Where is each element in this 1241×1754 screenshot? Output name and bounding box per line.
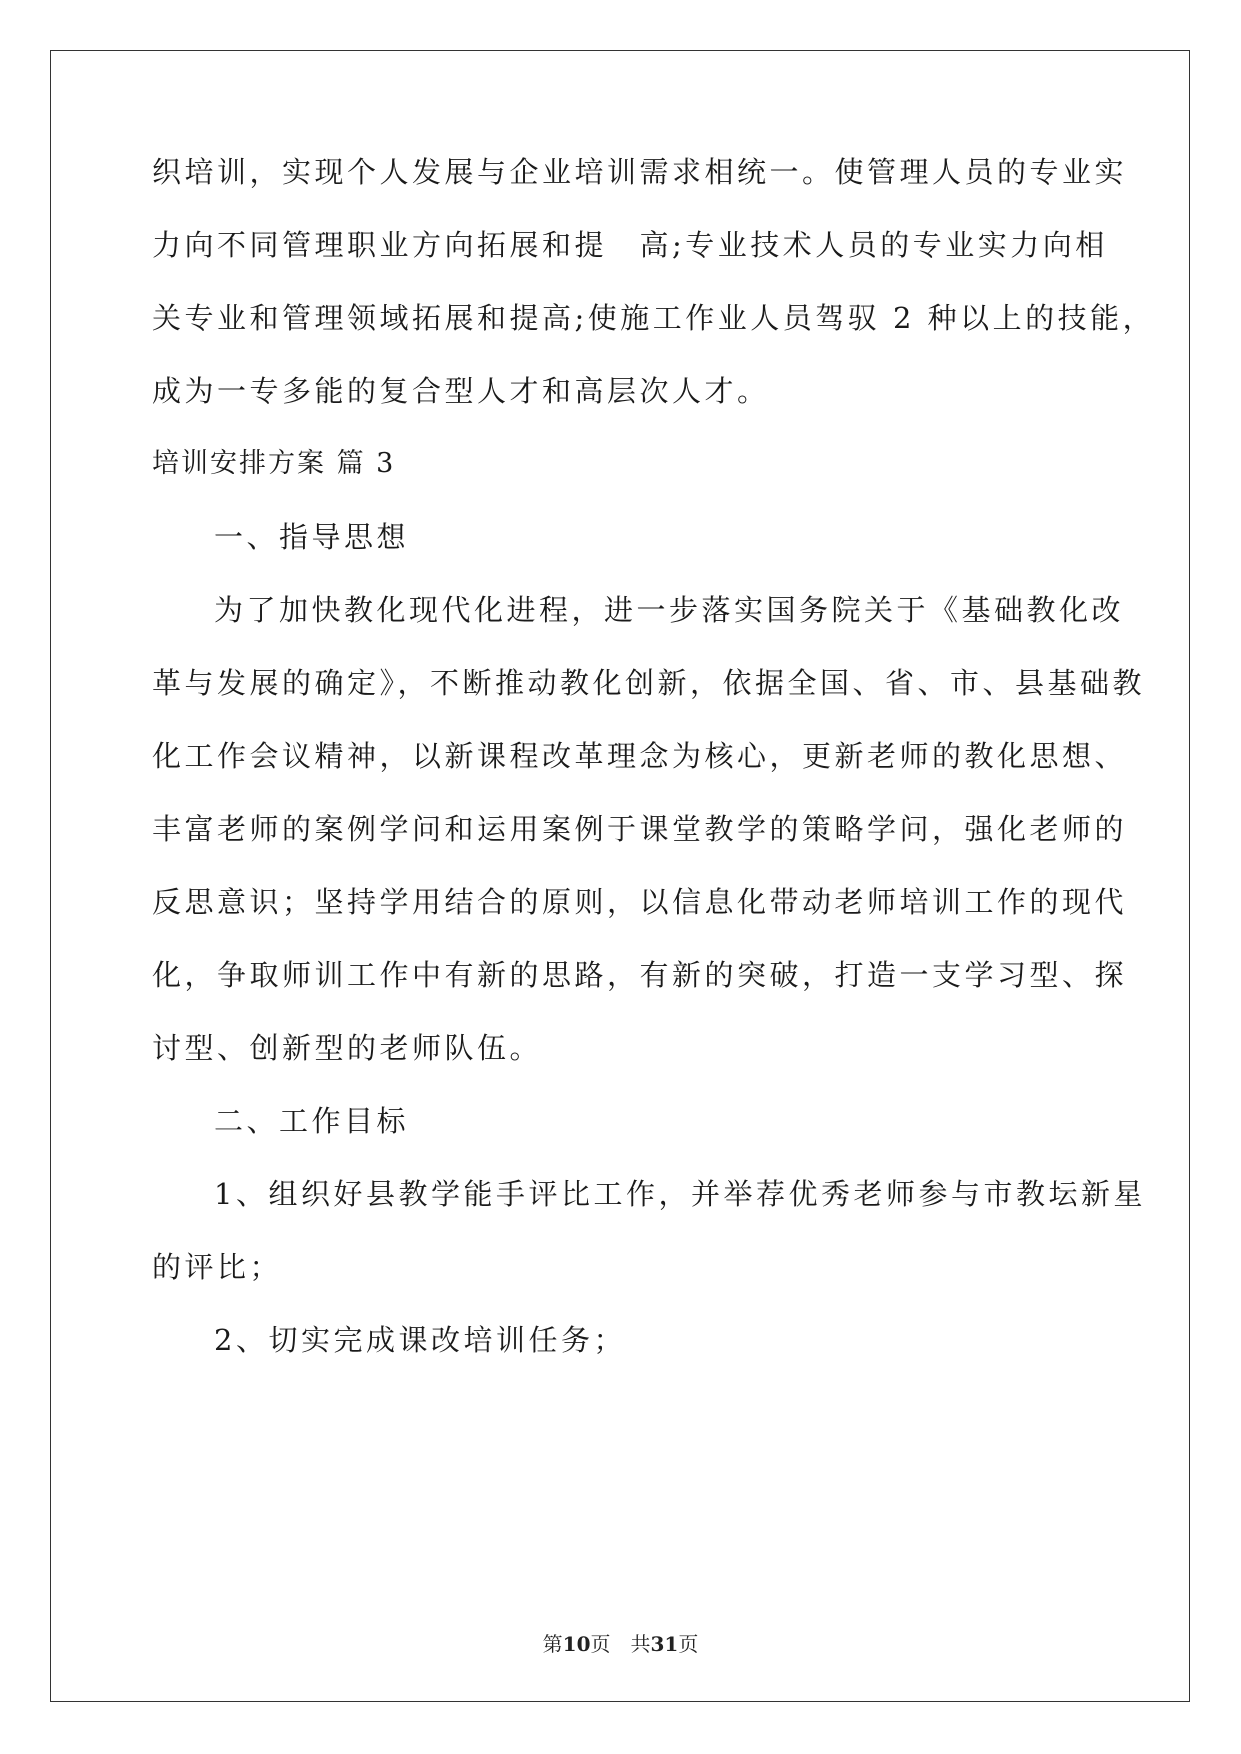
section-title: 培训安排方案 篇 3 (152, 448, 396, 479)
total-page-count: 31 (650, 1632, 679, 1656)
footer-prefix: 第 (542, 1632, 563, 1656)
list-item: 2、切实完成课改培训任务； (214, 1323, 626, 1357)
paragraph-line: 为了加快教化现代化进程，进一步落实国务院关于《基础教化改 (214, 593, 1125, 627)
paragraph-line: 反思意识；坚持学用结合的原则，以信息化带动老师培训工作的现代 (152, 885, 1128, 919)
footer-middle: 页 共 (590, 1632, 651, 1656)
list-item: 1、组织好县教学能手评比工作，并举荐优秀老师参与市教坛新星 (214, 1177, 1146, 1211)
paragraph-line: 讨型、创新型的老师队伍。 (152, 1031, 543, 1065)
paragraph-line: 的评比； (152, 1250, 283, 1284)
section-heading-guiding-ideology: 一、指导思想 (214, 520, 410, 554)
paragraph-line: 化，争取师训工作中有新的思路，有新的突破，打造一支学习型、探 (152, 958, 1128, 992)
paragraph-line: 成为一专多能的复合型人才和高层次人才。 (152, 374, 770, 408)
paragraph-line: 织培训，实现个人发展与企业培训需求相统一。使管理人员的专业实 (152, 155, 1128, 189)
section-heading-work-goals: 二、工作目标 (214, 1104, 410, 1138)
paragraph-line: 丰富老师的案例学问和运用案例于课堂教学的策略学问，强化老师的 (152, 812, 1128, 846)
footer-suffix: 页 (678, 1632, 699, 1656)
paragraph-line: 革与发展的确定》，不断推动教化创新，依据全国、省、市、县基础教 (152, 666, 1146, 700)
paragraph-line: 关专业和管理领域拓展和提高;使施工作业人员驾驭 2 种以上的技能， (152, 301, 1156, 335)
paragraph-line: 力向不同管理职业方向拓展和提 高;专业技术人员的专业实力向相 (152, 228, 1108, 262)
page-footer (0, 1630, 1241, 1658)
current-page-number: 10 (562, 1632, 591, 1656)
paragraph-line: 化工作会议精神，以新课程改革理念为核心，更新老师的教化思想、 (152, 739, 1128, 773)
